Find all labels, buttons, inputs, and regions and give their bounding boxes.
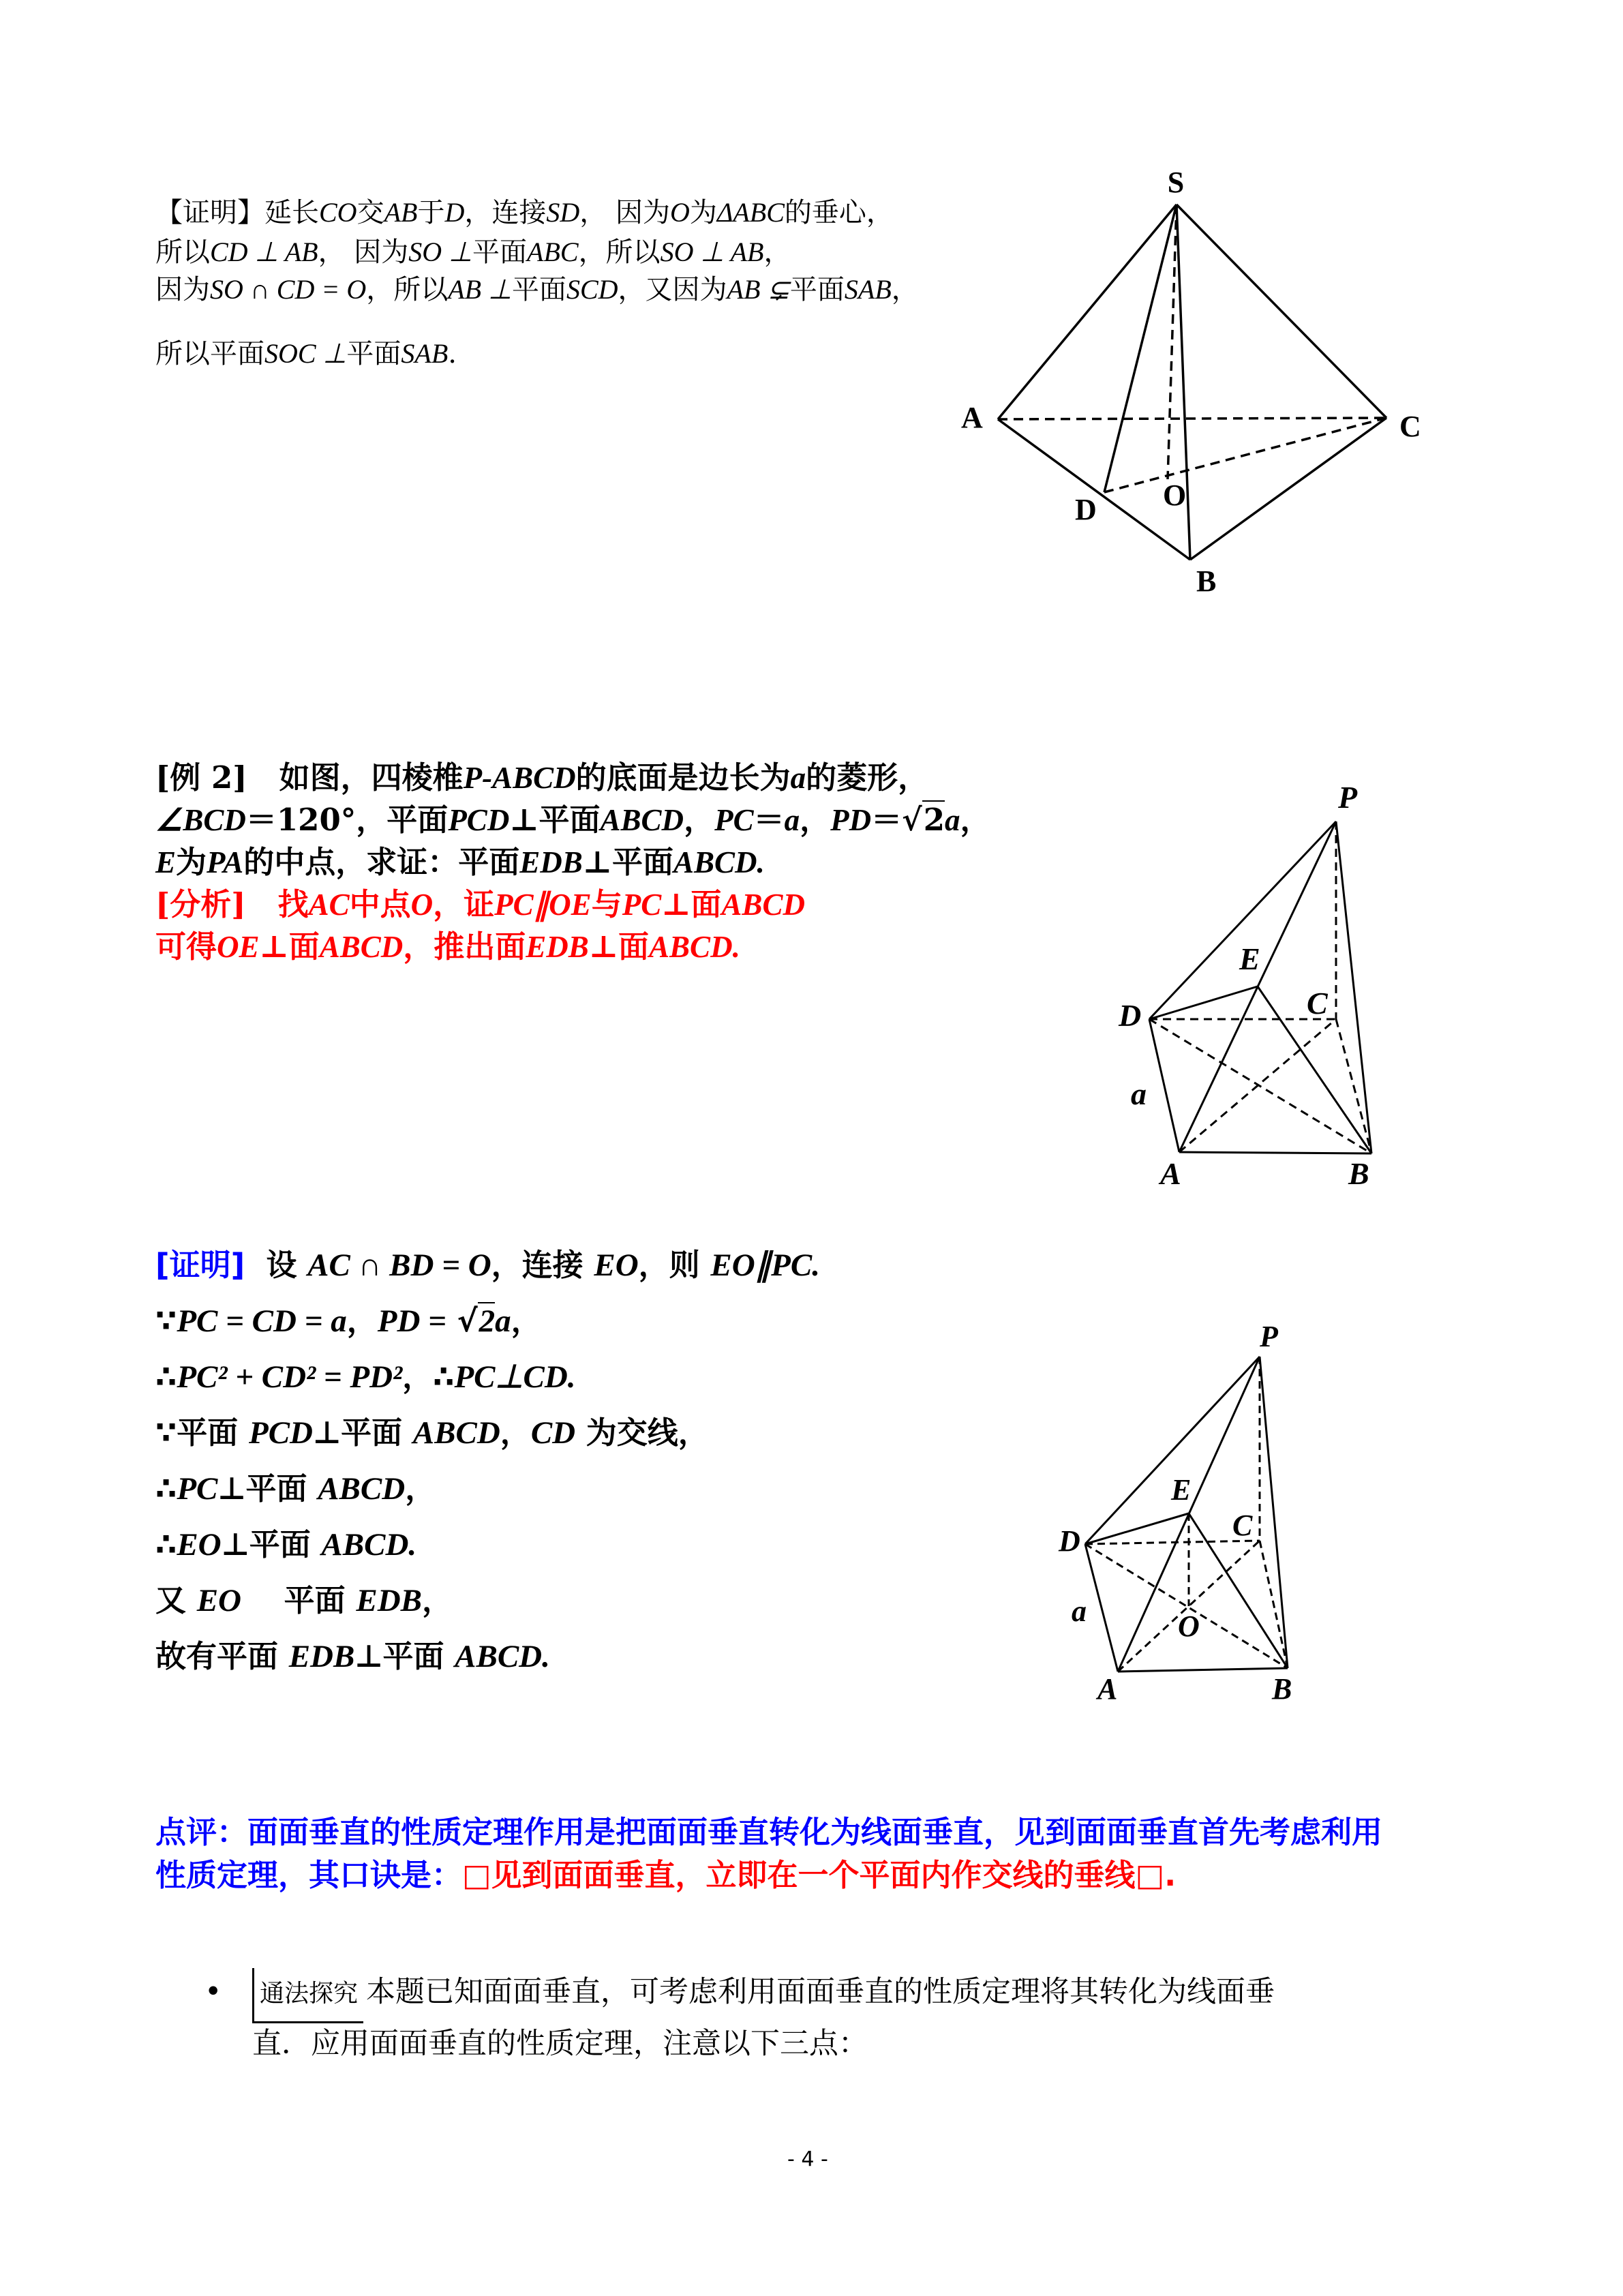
proof2-line8: 故有平面 EDB⊥平面 ABCD.: [155, 1638, 550, 1674]
diag-AC: [1179, 1019, 1336, 1152]
label-a: a: [1131, 1076, 1147, 1111]
label-D: D: [1075, 493, 1097, 526]
label-D: D: [1119, 998, 1142, 1033]
method-label: 通法探究: [252, 1968, 363, 2023]
label-C: C: [1232, 1509, 1253, 1542]
label-A: A: [1097, 1672, 1118, 1706]
proof2-line7: 又 EO 平面 EDB，: [155, 1582, 453, 1618]
proof1-line2: 所以CD ⊥ AB， 因为SO ⊥平面ABC，所以SO ⊥ AB，: [155, 237, 791, 268]
edge-AB: [998, 419, 1190, 560]
proof2-line2: ∵PC = CD = a，PD = √2a，: [155, 1303, 542, 1339]
figure-pyramid-1: [1104, 777, 1418, 1200]
edge-DA: [1085, 1544, 1118, 1672]
label-P: P: [1338, 780, 1358, 815]
example2-line3: E为PA的中点，求证：平面EDB⊥平面ABCD.: [155, 844, 765, 880]
label-B: B: [1348, 1156, 1369, 1191]
example2-line2: ∠BCD＝120°，平面PCD⊥平面ABCD，PC＝a，PD＝√2a，: [155, 802, 991, 838]
analysis-line2: 可得OE⊥面ABCD，推出面EDB⊥面ABCD.: [155, 928, 740, 965]
edge-CB: [1190, 418, 1386, 560]
label-E: E: [1171, 1473, 1192, 1507]
edge-AC: [998, 418, 1386, 419]
edge-SC: [1177, 205, 1386, 418]
proof2-line3: ∴PC² + CD² = PD²，∴PC⊥CD.: [155, 1359, 576, 1395]
proof2-line4: ∵平面 PCD⊥平面 ABCD，CD 为交线，: [155, 1415, 709, 1451]
label-B: B: [1272, 1672, 1292, 1706]
example2-line1: [例 2] 如图，四棱椎P-ABCD的底面是边长为a的菱形，: [155, 759, 929, 796]
label-E: E: [1239, 941, 1260, 976]
figure-tetrahedron: [941, 157, 1445, 607]
edge-AB: [1118, 1668, 1288, 1672]
label-O: O: [1163, 479, 1187, 512]
label-B: B: [1196, 564, 1217, 598]
edge-AB: [1179, 1152, 1371, 1153]
label-P: P: [1260, 1320, 1278, 1353]
edge-DA: [1149, 1019, 1179, 1152]
proof2-line6: ∴EO⊥平面 ABCD.: [155, 1526, 417, 1562]
label-C: C: [1307, 986, 1328, 1021]
bullet-line2: 直．应用面面垂直的性质定理，注意以下三点：: [252, 2027, 868, 2061]
bullet-line1: 通法探究 本题已知面面垂直，可考虑利用面面垂直的性质定理将其转化为线面垂: [252, 1966, 1275, 2023]
proof1-line3: 因为SO ∩ CD = O，所以AB ⊥平面SCD，又因为AB ⊊平面SAB，: [155, 274, 919, 305]
edge-PB: [1336, 821, 1371, 1153]
label-S: S: [1167, 166, 1185, 199]
proof2-line5: ∴PC⊥平面 ABCD，: [155, 1470, 436, 1507]
page-number: - 4 -: [787, 2147, 828, 2171]
label-a: a: [1072, 1595, 1087, 1628]
comment-line1: 点评：面面垂直的性质定理作用是把面面垂直转化为线面垂直，见到面面垂直首先考虑利用: [155, 1814, 1383, 1850]
label-O: O: [1178, 1610, 1200, 1643]
figure-pyramid-2: [1050, 1316, 1322, 1711]
proof1-line1: 【证明】延长CO交AB于D，连接SD， 因为O为ΔABC的垂心，: [155, 197, 894, 228]
label-A: A: [1160, 1156, 1181, 1191]
label-C: C: [1399, 410, 1421, 443]
line-DC: [1104, 418, 1386, 492]
comment-line2: 性质定理，其口诀是：□见到面面垂直，立即在一个平面内作交线的垂线□.: [155, 1857, 1177, 1893]
analysis-line1: [分析] 找AC中点O，证PC∥OE与PC⊥面ABCD: [155, 886, 805, 922]
edge-CB: [1336, 1019, 1371, 1153]
line-SO: [1168, 205, 1177, 479]
diag-DB: [1149, 1019, 1371, 1153]
diag-DB: [1085, 1544, 1288, 1668]
edge-PB: [1260, 1357, 1288, 1668]
bullet-dot: •: [204, 1975, 222, 2009]
edge-CB: [1260, 1541, 1288, 1668]
proof1-line4: 所以平面SOC ⊥平面SAB.: [155, 338, 457, 369]
proof2-line1: [证明] 设 AC ∩ BD = O，连接 EO，则 EO∥PC.: [155, 1247, 820, 1283]
label-A: A: [961, 401, 983, 434]
label-D: D: [1059, 1524, 1080, 1558]
